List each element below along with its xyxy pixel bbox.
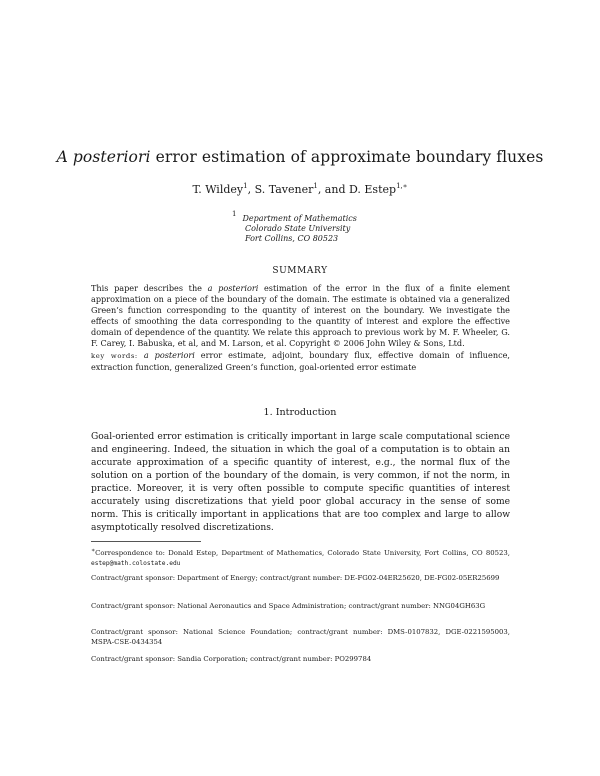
correspondence-mark: ∗ [91, 547, 96, 554]
affiliation-line-3: Fort Collins, CO 80523 [245, 234, 339, 244]
introduction-paragraph: Goal-oriented error estimation is critically important in large scale computational science and engineering. Indeed, the situation in which the goal of a computation is to obtain an accurate approximation of a specific quantity of interest, e.g., the normal flux of the solution on a portion of the boundary of the domain, is very common, if not the norm, in practice. Moreover, it is very often possible to compute specific quantities of interest accurately using discretizations that yield poor global accuracy in the sense of some norm. This is critically important in applications that are too complex and large to allow asymptotically resolved discretizations. [91, 432, 510, 534]
author-estep: , and D. Estep [317, 183, 397, 196]
footnote-divider [91, 541, 201, 542]
correspondence-email: estep@math.colostate.edu [91, 559, 181, 567]
summary-heading: SUMMARY [272, 266, 328, 276]
affiliation-line-2: Colorado State University [245, 224, 351, 234]
author-estep-affil-mark: 1,∗ [396, 182, 408, 190]
affiliation-mark: 1 [232, 210, 237, 218]
title-italic: A posteriori [56, 148, 151, 166]
footnote-grant-doe: Contract/grant sponsor: Department of Energy; contract/grant number: DE-FG02-04ER25620, DE-FG02-05ER25699 [91, 574, 500, 582]
footnote-grant-sandia: Contract/grant sponsor: Sandia Corporation; contract/grant number: PO299784 [91, 655, 372, 663]
author-tavener: , S. Tavener [247, 183, 314, 196]
keywords-label: key words: [91, 352, 138, 360]
author-list [0, 182, 600, 196]
footnote-grant-nsf: Contract/grant sponsor: National Science Foundation; contract/grant number: DMS-0107832, DGE-0221595003, MSPA-CSE-0434354 [91, 628, 510, 646]
footnote-correspondence: ∗Correspondence to: Donald Estep, Department of Mathematics, Colorado State University, Fort Collins, CO 80523, estep@math.colostate.edu [91, 547, 510, 567]
author-tavener-affil-mark: 1 [313, 182, 318, 190]
affiliation [232, 209, 357, 245]
footnote-grant-nasa: Contract/grant sponsor: National Aeronautics and Space Administration; contract/grant number: NNG04GH63G [91, 602, 486, 610]
abstract-italic: a posteriori [207, 283, 259, 293]
keywords-italic: a posteriori [143, 350, 195, 360]
title-rest: error estimation of approximate boundary fluxes [150, 148, 544, 166]
author-wildey: T. Wildey [192, 183, 244, 196]
abstract-text: This paper describes the a posteriori estimation of the error in the flux of a finite element approximation on a piece of the boundary of the domain. The estimate is obtained via a generalized Green’s function corresponding to the quantity of interest on the boundary. We investigate the effects of smoothing the data corresponding to the quantity of interest and explore the effective domain of dependence of the quantity. We relate this approach to previous work by M. F. Wheeler, G. F. Carey, I. Babuska, et al, and M. Larson, et al. Copyright © 2006 John Wiley & Sons, Ltd. [91, 283, 511, 348]
keywords-text: error estimate, adjoint, boundary flux, effective domain of influence, extraction function, generalized Green’s function, goal-oriented error estimate [91, 350, 511, 372]
keywords [91, 350, 510, 373]
affiliation-line-1: $^1$ Department of Mathematics [232, 210, 357, 223]
paper-title [0, 148, 600, 166]
section-heading: 1. Introduction [263, 407, 337, 418]
author-wildey-affil-mark: 1 [243, 182, 248, 190]
